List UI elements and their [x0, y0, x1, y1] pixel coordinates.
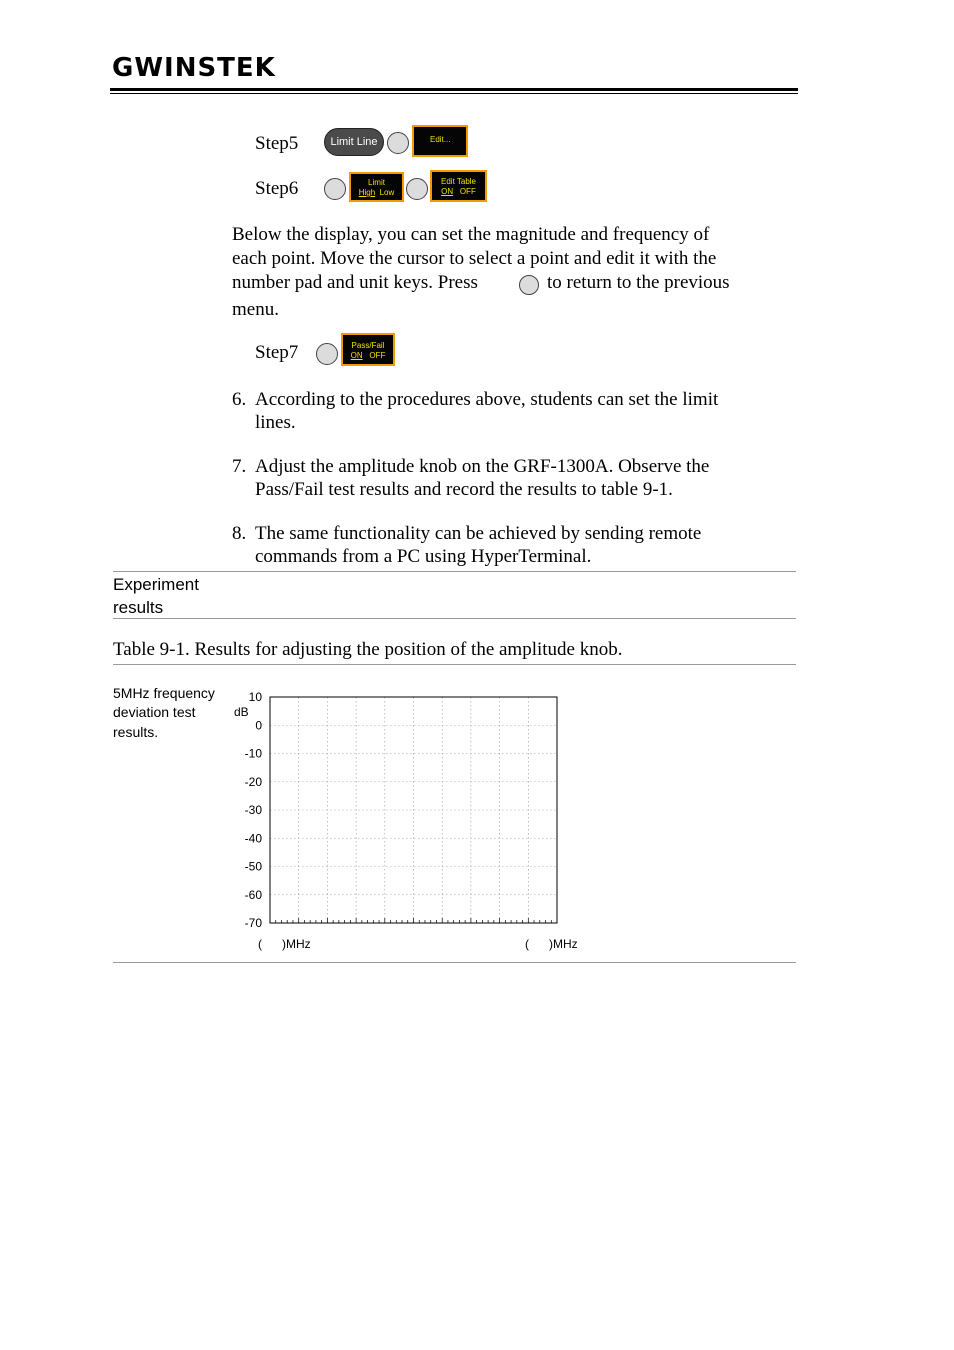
- bottom-divider: [113, 962, 796, 963]
- side-note-line: 5MHz frequency: [113, 685, 215, 701]
- chart-y-tick-label: -70: [244, 916, 262, 930]
- section-divider: [113, 571, 796, 572]
- paragraph-line: menu.: [232, 299, 279, 320]
- round-key-button[interactable]: [406, 178, 428, 200]
- step6-label: Step6: [255, 178, 299, 199]
- limit-high-low-softkey[interactable]: [349, 172, 404, 202]
- chart-y-tick-label: 10: [248, 690, 262, 704]
- chart-y-tick-label: -40: [244, 831, 262, 846]
- list-item-number: 8.: [232, 523, 247, 544]
- chart-x-minor-ticks: [270, 918, 557, 923]
- limit-high-option: High: [358, 188, 376, 197]
- round-key-button[interactable]: [387, 132, 409, 154]
- paragraph-line: to return to the previous: [547, 272, 730, 293]
- limit-softkey-title: Limit: [368, 178, 385, 187]
- table-caption: Table 9-1. Results for adjusting the position of the amplitude knob.: [113, 639, 623, 660]
- step7-label: Step7: [255, 342, 299, 363]
- list-item-text: lines.: [255, 412, 296, 433]
- list-item-number: 6.: [232, 389, 247, 410]
- chart-x-right-label: ( )MHz: [525, 937, 578, 951]
- list-item-text: commands from a PC using HyperTerminal.: [255, 546, 592, 567]
- section-divider: [113, 618, 796, 619]
- chart-y-ticks: [245, 690, 263, 930]
- list-item-number: 7.: [232, 456, 247, 477]
- header-rule: [110, 88, 798, 91]
- list-item-text: Adjust the amplitude knob on the GRF-1300A. Observe the: [255, 456, 710, 477]
- chart-x-left-label: ( )MHz: [258, 937, 311, 951]
- paragraph-line: Below the display, you can set the magnitude and frequency of: [232, 224, 710, 245]
- round-key-button[interactable]: [316, 343, 338, 365]
- list-item-text: The same functionality can be achieved by sending remote: [255, 523, 702, 544]
- edit-table-off-option: OFF: [459, 187, 476, 196]
- pass-fail-on-option: ON: [350, 351, 363, 360]
- edit-softkey[interactable]: [412, 125, 468, 157]
- limit-low-option: Low: [379, 188, 395, 197]
- result-chart: [225, 685, 595, 960]
- return-key-button[interactable]: [519, 275, 539, 295]
- edit-table-on-option: ON: [441, 187, 454, 196]
- list-item-text: Pass/Fail test results and record the results to table 9-1.: [255, 479, 673, 500]
- chart-y-tick-label: -50: [244, 859, 262, 874]
- edit-softkey-label: Edit...: [430, 135, 451, 144]
- paragraph-line: each point. Move the cursor to select a point and edit it with the: [232, 248, 717, 269]
- round-key-button[interactable]: [324, 178, 346, 200]
- side-note-line: results.: [113, 724, 159, 740]
- limit-line-button[interactable]: Limit Line: [324, 128, 384, 156]
- header-rule-thin: [110, 93, 798, 94]
- list-item-text: According to the procedures above, students can set the limit: [255, 389, 719, 410]
- chart-grid: [270, 697, 557, 923]
- chart-y-axis-label: dB: [234, 705, 249, 719]
- pass-fail-title: Pass/Fail: [351, 341, 385, 350]
- section-title: Experiment: [113, 575, 199, 594]
- edit-table-softkey[interactable]: [430, 170, 487, 202]
- step5-label: Step5: [255, 133, 299, 154]
- table-divider: [113, 664, 796, 665]
- edit-table-title: Edit Table: [441, 177, 476, 186]
- brand-logo: GWINSTEK: [112, 53, 276, 83]
- chart-y-tick-label: -20: [244, 774, 262, 789]
- pass-fail-softkey[interactable]: [341, 333, 395, 366]
- paragraph-line: number pad and unit keys. Press: [232, 272, 478, 293]
- chart-y-tick-label: 0: [255, 718, 262, 733]
- chart-y-tick-label: -30: [244, 803, 262, 817]
- side-note-line: deviation test: [113, 704, 196, 720]
- pass-fail-off-option: OFF: [369, 351, 386, 360]
- chart-y-tick-label: -60: [244, 887, 262, 902]
- chart-y-tick-label: -10: [244, 746, 262, 761]
- section-title: results: [113, 598, 164, 617]
